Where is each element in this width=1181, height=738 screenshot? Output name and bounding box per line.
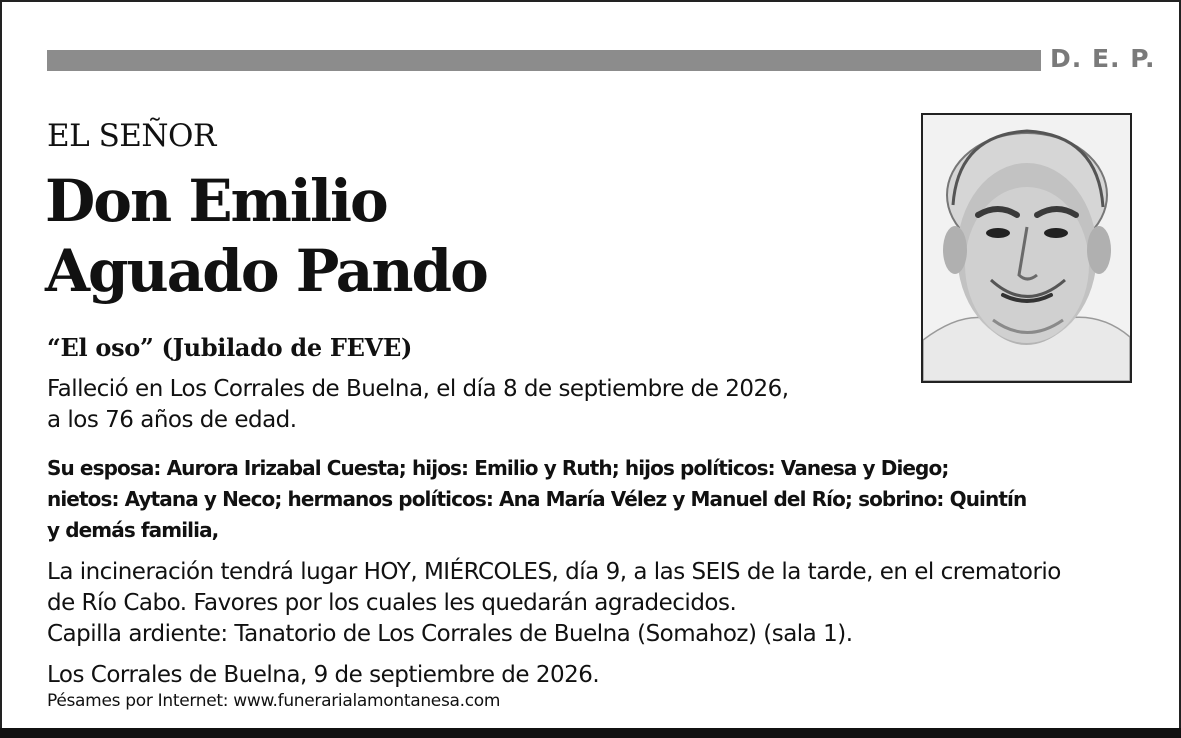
chapel-line: Capilla ardiente: Tanatorio de Los Corrales de Buelna (Somahoz) (sala 1). [47,621,853,647]
nickname: “El oso” (Jubilado de FEVE) [47,333,413,362]
service-line-2: de Río Cabo. Favores por los cuales les quedarán agradecidos. [47,590,737,616]
portrait-photo [921,113,1132,383]
family-list [47,453,1137,546]
deceased-name [45,166,487,306]
service-line-1: La incineración tendrá lugar HOY, MIÉRCOLES, día 9, a las SEIS de la tarde, en el crematorio [47,559,1061,585]
dep-label: D. E. P. [1050,44,1156,73]
family-line-1: Su esposa: Aurora Irizabal Cuesta; hijos: Emilio y Ruth; hijos políticos: Vanesa y Diego; [47,456,949,480]
family-line-2: nietos: Aytana y Neco; hermanos políticos: Ana María Vélez y Manuel del Río; sobrino: Quintín [47,487,1027,511]
name-line-1: Don Emilio [45,167,387,235]
place-date: Los Corrales de Buelna, 9 de septiembre de 2026. [47,662,600,688]
family-line-3: y demás familia, [47,518,219,542]
portrait-image [923,115,1130,381]
pre-title: EL SEÑOR [47,118,216,154]
bottom-border [0,728,1181,738]
name-line-2: Aguado Pando [45,237,487,305]
service-info [47,557,1061,650]
death-line-2: a los 76 años de edad. [47,407,297,433]
death-notice [47,374,789,436]
death-line-1: Falleció en Los Corrales de Buelna, el día 8 de septiembre de 2026, [47,376,789,402]
header-bar [47,50,1041,71]
condolences-note: Pésames por Internet: www.funerarialamontanesa.com [47,691,501,711]
